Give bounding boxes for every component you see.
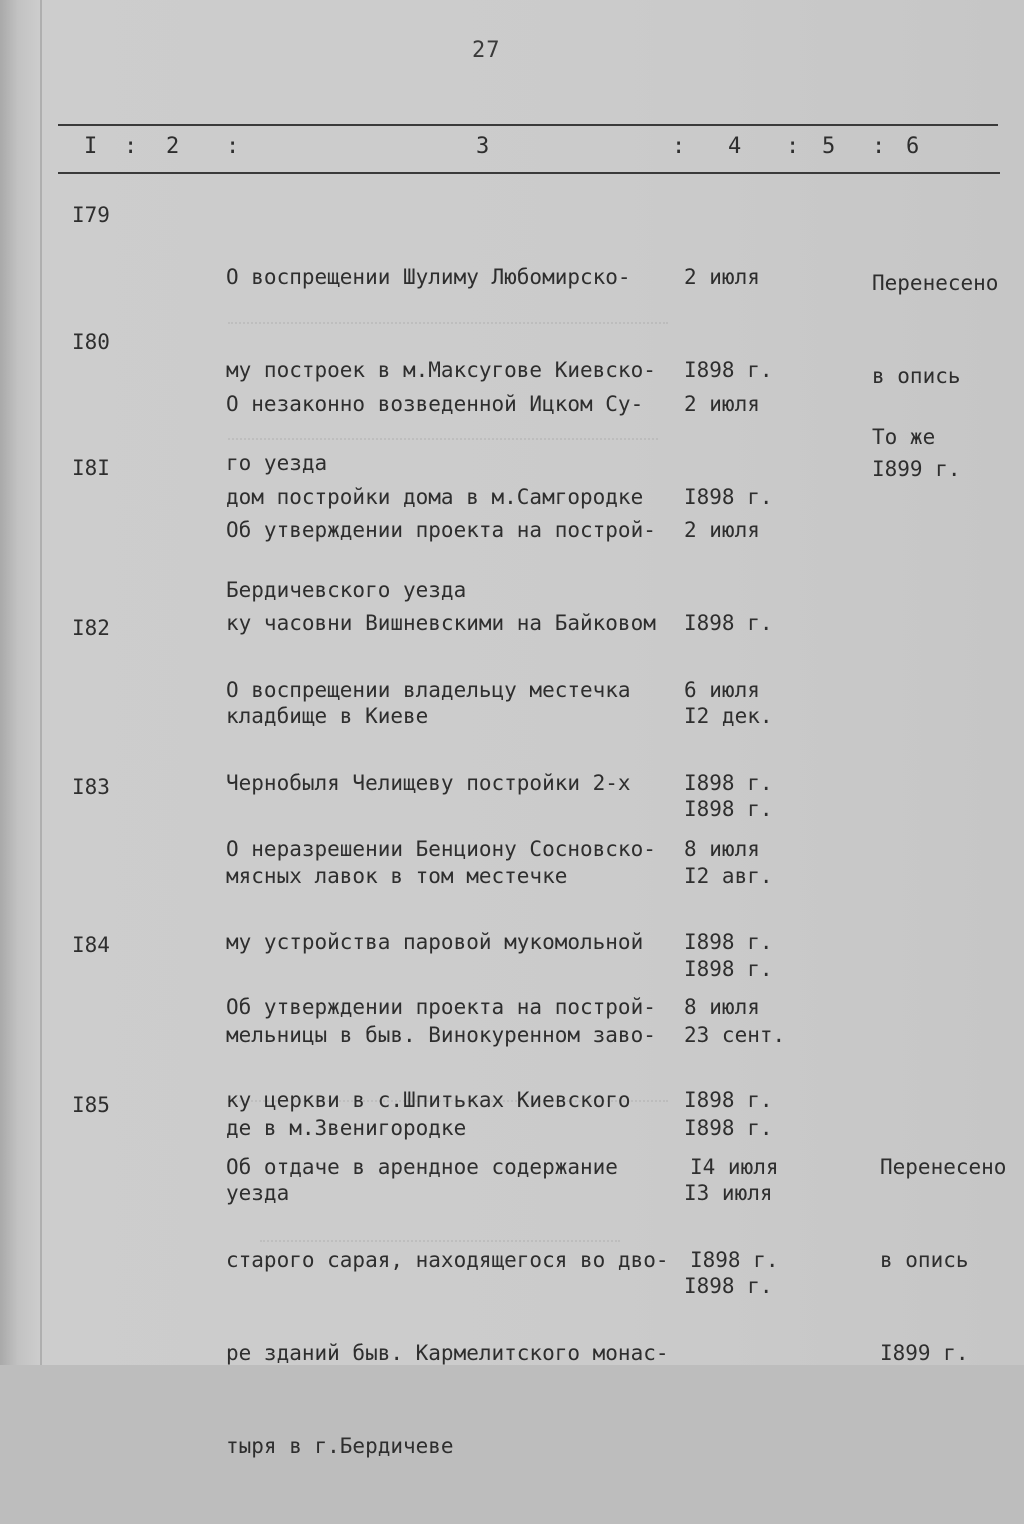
column-header-separator: :: [124, 134, 138, 159]
entry-title-line: кладбище в Киеве: [226, 704, 429, 728]
column-header-separator: :: [786, 134, 800, 159]
entry-date-line: I2 дек.: [684, 704, 773, 728]
entry-title-line: ре зданий быв. Кармелитского монас-: [226, 1341, 669, 1365]
entry-date-line: 2 июля: [684, 265, 760, 289]
column-header-separator: :: [226, 134, 240, 159]
header-rule-bottom: [58, 172, 1000, 174]
entry-title-line: ку часовни Вишневскими на Байковом: [226, 611, 656, 635]
entry-title-line: уезда: [226, 1181, 290, 1205]
entry-date-line: 2 июля: [684, 392, 760, 416]
column-header-separator: :: [872, 134, 886, 159]
entry-date-line: 8 июля: [684, 995, 760, 1019]
entry-title-line: дом постройки дома в м.Самгородке: [226, 485, 644, 509]
column-header-cell: 4: [728, 134, 742, 159]
entry-date-line: 8 июля: [684, 837, 760, 861]
entry-date-line: 23 сент.: [684, 1023, 786, 1047]
column-header-cell: 2: [166, 134, 180, 159]
entry-date-line: I898 г.: [684, 485, 773, 509]
entry-note-line: I899 г.: [880, 1341, 969, 1365]
entry-dates: [690, 1090, 779, 1338]
entry-title-line: О неразрешении Бенциону Сосновско-: [226, 837, 656, 861]
entry-title-line: Об отдаче в арендное содержание: [226, 1155, 618, 1179]
column-header-cell: I: [84, 134, 98, 159]
entry-title-line: му построек в м.Максугове Киевско-: [226, 358, 656, 382]
entry-number: I8I: [72, 456, 110, 480]
entry-title-line: му устройства паровой мукомольной: [226, 930, 644, 954]
entry-date-line: I898 г.: [684, 797, 773, 821]
entry-note-line: I899 г.: [872, 457, 961, 481]
entry-title-line: ку церкви в с.Шпитьках Киевского: [226, 1088, 631, 1112]
entry-number: I84: [72, 933, 110, 957]
entry-note: [872, 360, 948, 515]
entry-date-line: I898 г.: [684, 1116, 773, 1140]
entry-date-line: I898 г.: [690, 1248, 779, 1272]
entry-note: [880, 1090, 1006, 1431]
entry-title-line: мельницы в быв. Винокуренном заво-: [226, 1023, 656, 1047]
entry-title-line: тыря в г.Бердичеве: [226, 1434, 454, 1458]
entry-title-line: О незаконно возведенной Ицком Су-: [226, 392, 644, 416]
entry-title-line: О воспрещении владельцу местечка: [226, 678, 631, 702]
entry-date-line: I898 г.: [684, 1274, 773, 1298]
binding-edge: [40, 0, 42, 1365]
entry-title-line: Об утверждении проекта на построй-: [226, 995, 656, 1019]
entry-note-line: Перенесено: [872, 271, 999, 295]
entry-date-line: 6 июля: [684, 678, 760, 702]
entry-number: I80: [72, 330, 110, 354]
entry-number: I85: [72, 1093, 110, 1117]
entry-date-line: I898 г.: [684, 358, 773, 382]
entry-note-line: в опись: [880, 1248, 969, 1272]
entry-date-line: I898 г.: [684, 611, 773, 635]
entry-date-line: I898 г.: [684, 771, 773, 795]
entry-number: I83: [72, 775, 110, 799]
entry-date-line: I2 авг.: [684, 864, 773, 888]
entry-title-line: Об утверждении проекта на построй-: [226, 518, 656, 542]
entry-note-line: То же: [872, 425, 936, 449]
entry-date-line: I898 г.: [684, 930, 773, 954]
entry-title-line: Чернобыля Челищеву постройки 2-х: [226, 771, 631, 795]
entry-title-line: О воспрещении Шулиму Любомирско-: [226, 265, 631, 289]
entry-title-line: мясных лавок в том местечке: [226, 864, 568, 888]
entry-note-line: в опись: [872, 364, 961, 388]
entry-note-line: Перенесено: [880, 1155, 1007, 1179]
entry-date-line: I898 г.: [684, 1088, 773, 1112]
column-header-separator: :: [672, 134, 686, 159]
entry-number: I79: [72, 203, 110, 227]
column-header-cell: 5: [822, 134, 836, 159]
header-rule-top: [58, 124, 998, 126]
entry-title: [226, 1090, 669, 1524]
page-number: 27: [472, 38, 501, 63]
column-header-cell: 3: [476, 134, 490, 159]
entry-title-line: Бердичевского уезда: [226, 578, 467, 602]
entry-title-line: старого сарая, находящегося во дво-: [226, 1248, 669, 1272]
entry-date-line: 2 июля: [684, 518, 760, 542]
entry-title-line: го уезда: [226, 451, 328, 475]
entry-date-line: I4 июля: [690, 1155, 779, 1179]
entry-number: I82: [72, 616, 110, 640]
entry-title-line: де в м.Звенигородке: [226, 1116, 467, 1140]
entry-date-line: I898 г.: [684, 957, 773, 981]
column-header-cell: 6: [906, 134, 920, 159]
entry-date-line: I3 июля: [684, 1181, 773, 1205]
column-header: [84, 134, 984, 162]
